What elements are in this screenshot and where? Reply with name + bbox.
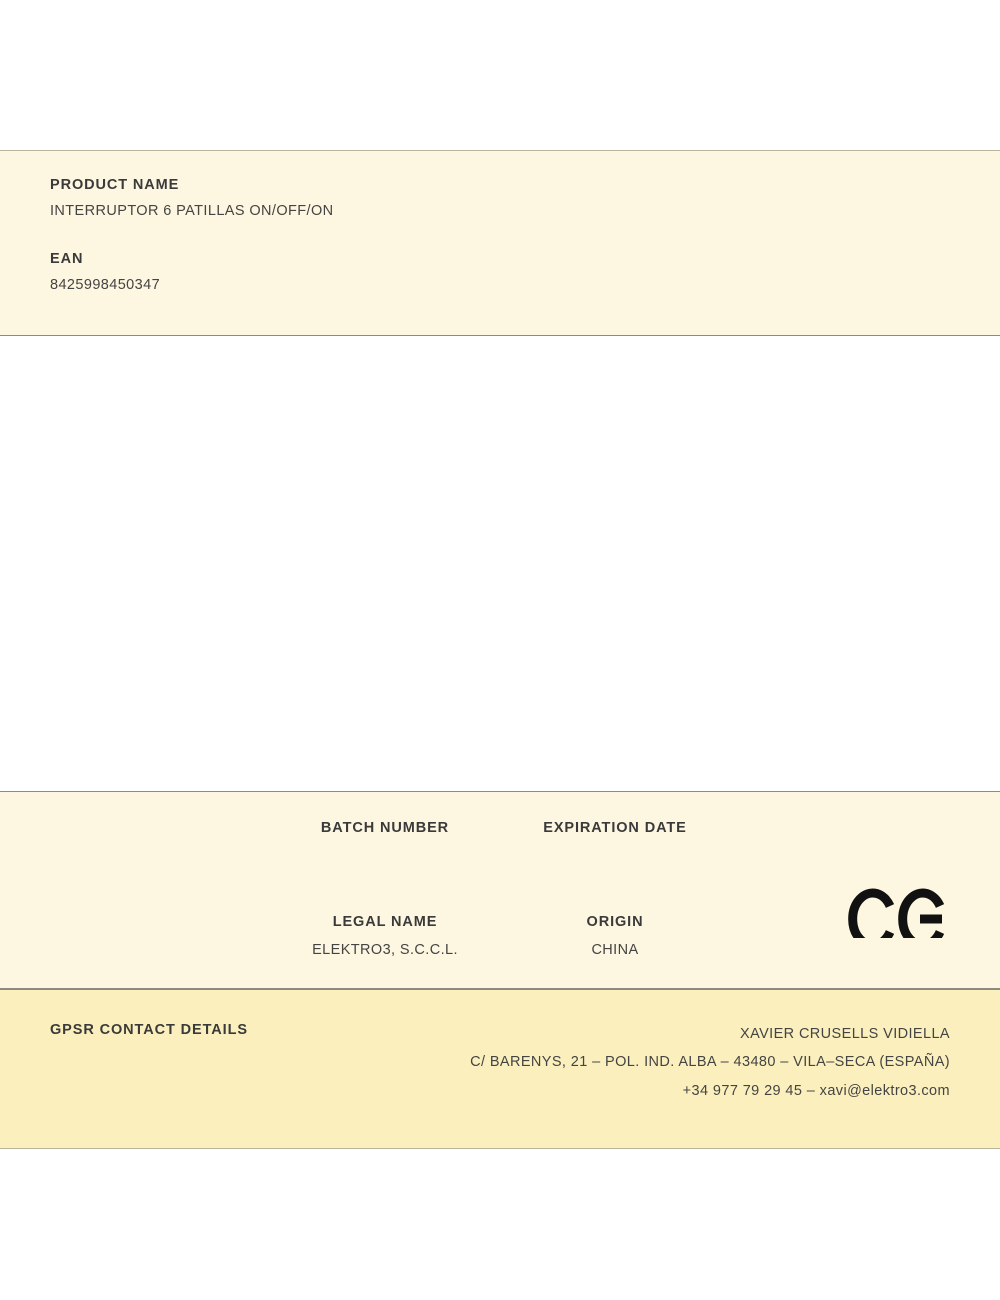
bottom-whitespace bbox=[0, 1149, 1000, 1300]
origin-value: CHINA bbox=[591, 942, 639, 958]
product-info-band bbox=[0, 791, 1000, 989]
gpsr-contact-label: GPSR CONTACT DETAILS bbox=[50, 1022, 248, 1038]
ce-marking-icon bbox=[848, 874, 948, 938]
expiration-date-label: EXPIRATION DATE bbox=[543, 820, 687, 836]
ean-label: EAN bbox=[50, 251, 84, 267]
batch-number-label: BATCH NUMBER bbox=[320, 820, 450, 836]
gpsr-contact-band bbox=[0, 989, 1000, 1149]
top-whitespace bbox=[0, 0, 1000, 150]
ean-value: 8425998450347 bbox=[50, 277, 161, 293]
expiration-date-field bbox=[500, 820, 730, 866]
batch-number-field bbox=[270, 820, 500, 866]
image-area-blank bbox=[0, 336, 1000, 791]
gpsr-contact-address: C/ BARENYS, 21 – POL. IND. ALBA – 43480 – VILA–SECA (ESPAÑA) bbox=[470, 1054, 950, 1071]
ean-field bbox=[50, 251, 950, 293]
origin-label: ORIGIN bbox=[586, 914, 644, 930]
info-row-batch-expiration bbox=[0, 820, 1000, 866]
expiration-date-value bbox=[500, 848, 730, 866]
info-spacer-left-2 bbox=[0, 914, 270, 960]
legal-name-value: ELEKTRO3, S.C.C.L. bbox=[312, 942, 458, 958]
gpsr-contact-name: XAVIER CRUSELLS VIDIELLA bbox=[740, 1026, 950, 1042]
legal-name-field bbox=[270, 914, 500, 960]
gpsr-contact-phone-email: +34 977 79 29 45 – xavi@elektro3.com bbox=[682, 1082, 950, 1099]
batch-number-value bbox=[270, 848, 500, 866]
product-name-field bbox=[50, 177, 950, 219]
product-name-label: PRODUCT NAME bbox=[50, 177, 180, 193]
info-spacer-left bbox=[0, 820, 270, 866]
gpsr-contact-lines bbox=[470, 1020, 950, 1105]
product-header-band bbox=[0, 150, 1000, 336]
info-spacer-right bbox=[730, 820, 1000, 866]
legal-name-label: LEGAL NAME bbox=[332, 914, 438, 930]
origin-field bbox=[500, 914, 730, 960]
product-name-value: INTERRUPTOR 6 PATILLAS ON/OFF/ON bbox=[50, 203, 334, 219]
